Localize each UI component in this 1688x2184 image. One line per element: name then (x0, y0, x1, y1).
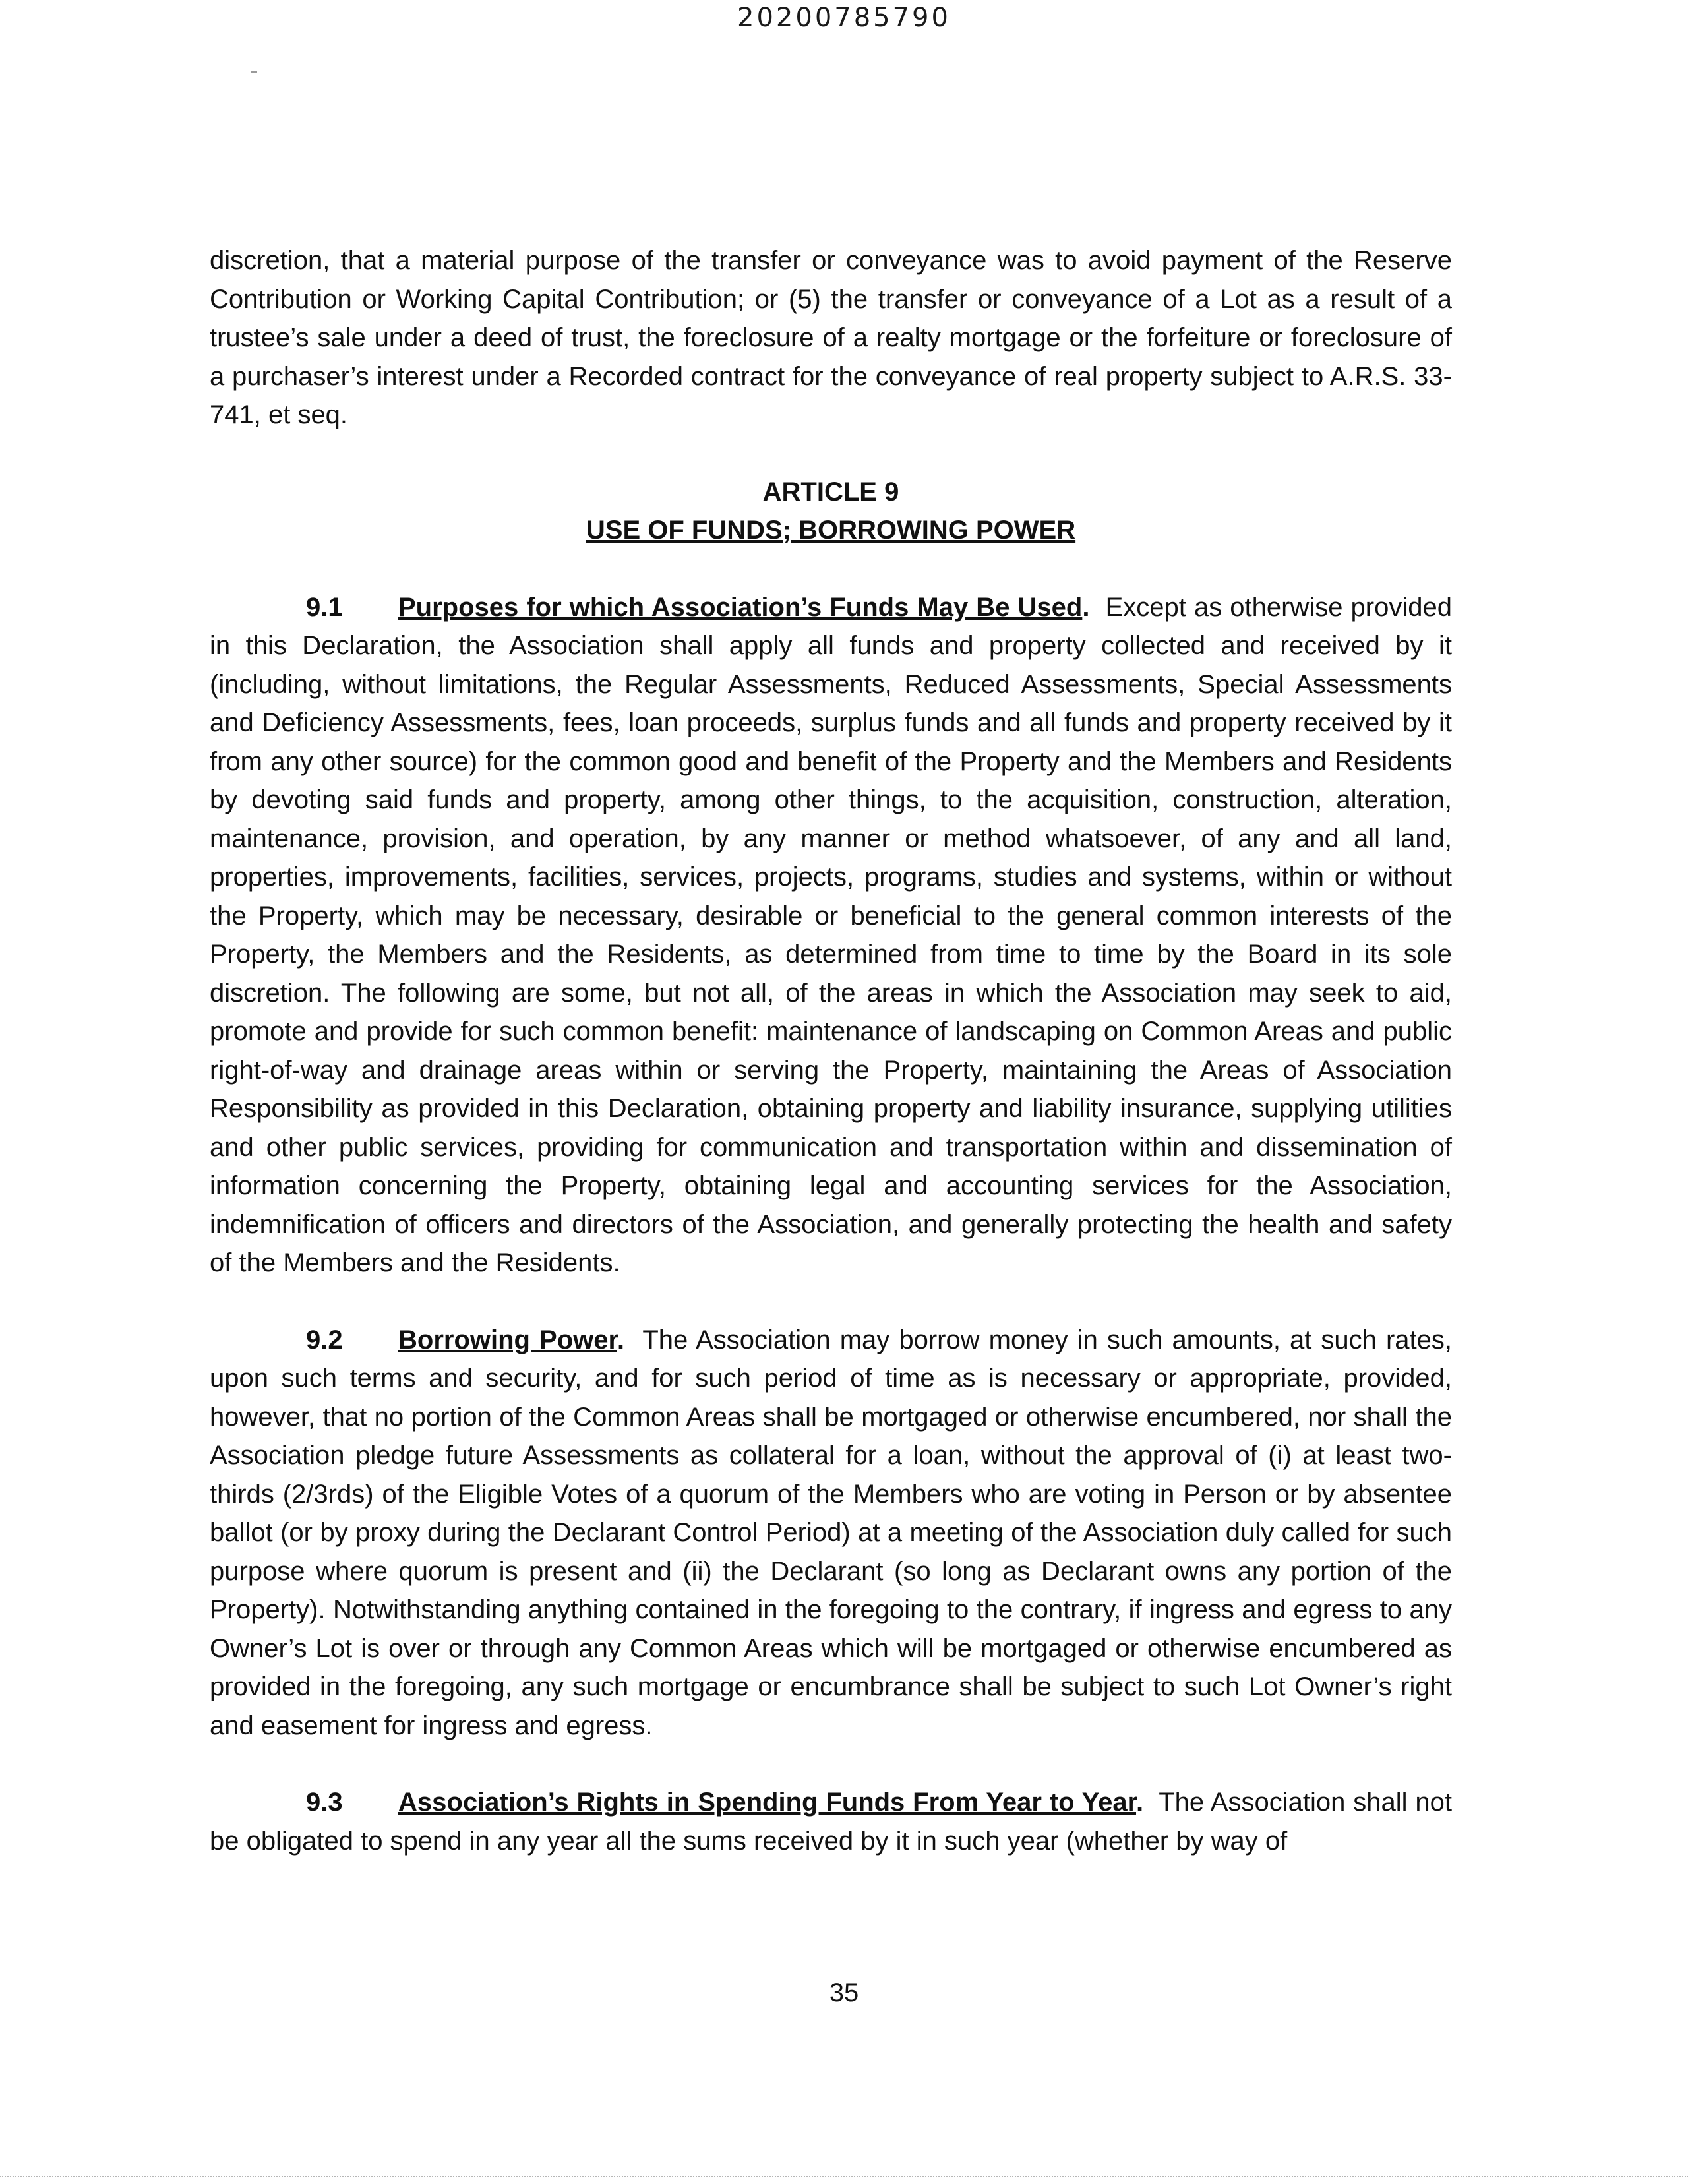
intro-paragraph: discretion, that a material purpose of the transfer or conveyance was to avoid payment of the Reserve Contribution or Working Capital Contribution; or (5) the transfer or conveyance of a Lot as a result of a trustee’s sale under a deed of trust, the foreclosure of a realty mortgage or the forfeiture or foreclosure of a purchaser’s interest under a Recorded contract for the conveyance of real property subject to A.R.S. 33-741, et seq. (210, 246, 1452, 429)
section-9-3: 9.3 Association’s Rights in Spending Funds From Year to Year. The Association shall not be obligated to spend in any year all the sums received by it in such year (whether by way of (210, 1783, 1452, 1860)
section-body: The Association shall not be obligated to spend in any year all the sums received by it in such year (whether by way of (210, 1788, 1452, 1856)
section-title: Purposes for which Association’s Funds May Be Used (398, 592, 1083, 622)
section-body: Except as otherwise provided in this Declaration, the Association shall apply all funds and property collected and received by it (including, without limitations, the Regular Assessments, Reduced Assessments, Special Assessments and Deficiency Assessments, fees, loan proceeds, surplus funds and all funds and property received by it from any other source) for the common good and benefit of the Property and the Members and Residents by devoting said funds and property, among other things, to the acquisition, construction, alteration, maintenance, provision, and operation, by any manner or method whatsoever, of any and all land, properties, improvements, facilities, services, projects, programs, studies and systems, within or without the Property, which may be necessary, desirable or beneficial to the general common interests of the Property, the Members and the Residents, as determined from time to time by the Board in its sole discretion. The following are some, but not all, of the areas in which the Association may seek to aid, promote and provide for such common benefit: maintenance of landscaping on Common Areas and public right-of-way and drainage areas within or serving the Property, maintaining the Areas of Association Responsibility as provided in this Declaration, obtaining property and liability insurance, supplying utilities and other public services, providing for communication and transportation within and dissemination of information concerning the Property, obtaining legal and accounting services for the Association, indemnification of officers and directors of the Association, and generally protecting the health and safety of the Members and the Residents. (210, 592, 1452, 1277)
section-title: Association’s Rights in Spending Funds From Year to Year (398, 1788, 1137, 1817)
article-heading (210, 473, 1452, 550)
section-number: 9.3 (306, 1788, 343, 1817)
scan-edge-line (0, 2176, 1688, 2177)
article-number: ARTICLE 9 (762, 477, 899, 506)
section-9-1: 9.1 Purposes for which Association’s Funds May Be Used. Except as otherwise provided in this Declaration, the Association shall apply all funds and property collected and received by it (including, without limitations, the Regular Assessments, Reduced Assessments, Special Assessments and Deficiency Assessments, fees, loan proceeds, surplus funds and all funds and property received by it from any other source) for the common good and benefit of the Property and the Members and Residents by devoting said funds and property, among other things, to the acquisition, construction, alteration, maintenance, provision, and operation, by any manner or method whatsoever, of any and all land, properties, improvements, facilities, services, projects, programs, studies and systems, within or without the Property, which may be necessary, desirable or beneficial to the general common interests of the Property, the Members and the Residents, as determined from time to time by the Board in its sole discretion. The following are some, but not all, of the areas in which the Association may seek to aid, promote and provide for such common benefit: maintenance of landscaping on Common Areas and public right-of-way and drainage areas within or serving the Property, maintaining the Areas of Association Responsibility as provided in this Declaration, obtaining property and liability insurance, supplying utilities and other public services, providing for communication and transportation within and dissemination of information concerning the Property, obtaining legal and accounting services for the Association, indemnification of officers and directors of the Association, and generally protecting the health and safety of the Members and the Residents. (210, 588, 1452, 1283)
section-title: Borrowing Power (398, 1325, 617, 1354)
scan-speck (251, 71, 257, 73)
section-number: 9.2 (306, 1325, 343, 1354)
section-body: The Association may borrow money in such amounts, at such rates, upon such terms and security, and for such period of time as is necessary or appropriate, provided, however, that no portion of the Common Areas shall be mortgaged or otherwise encumbered, nor shall the Association pledge future Assessments as collateral for a loan, without the approval of (i) at least two-thirds (2/3rds) of the Eligible Votes of a quorum of the Members who are voting in Person or by absentee ballot (or by proxy during the Declarant Control Period) at a meeting of the Association duly called for such purpose where quorum is present and (ii) the Declarant (so long as Declarant owns any portion of the Property). Notwithstanding anything contained in the foregoing to the contrary, if ingress and egress to any Owner’s Lot is over or through any Common Areas which will be mortgaged or otherwise encumbered as provided in the foregoing, any such mortgage or encumbrance shall be subject to such Lot Owner’s right and easement for ingress and egress. (210, 1325, 1452, 1740)
page-number: 35 (829, 1978, 859, 2007)
section-number: 9.1 (306, 592, 343, 622)
document-number: 20200785790 (737, 3, 951, 33)
article-title: USE OF FUNDS; BORROWING POWER (586, 516, 1076, 545)
document-body (210, 241, 1452, 1860)
section-9-2: 9.2 Borrowing Power. The Association may borrow money in such amounts, at such rates, upon such terms and security, and for such period of time as is necessary or appropriate, provided, however, that no portion of the Common Areas shall be mortgaged or otherwise encumbered, nor shall the Association pledge future Assessments as collateral for a loan, without the approval of (i) at least two-thirds (2/3rds) of the Eligible Votes of a quorum of the Members who are voting in Person or by absentee ballot (or by proxy during the Declarant Control Period) at a meeting of the Association duly called for such purpose where quorum is present and (ii) the Declarant (so long as Declarant owns any portion of the Property). Notwithstanding anything contained in the foregoing to the contrary, if ingress and egress to any Owner’s Lot is over or through any Common Areas which will be mortgaged or otherwise encumbered as provided in the foregoing, any such mortgage or encumbrance shall be subject to such Lot Owner’s right and easement for ingress and egress. (210, 1321, 1452, 1745)
